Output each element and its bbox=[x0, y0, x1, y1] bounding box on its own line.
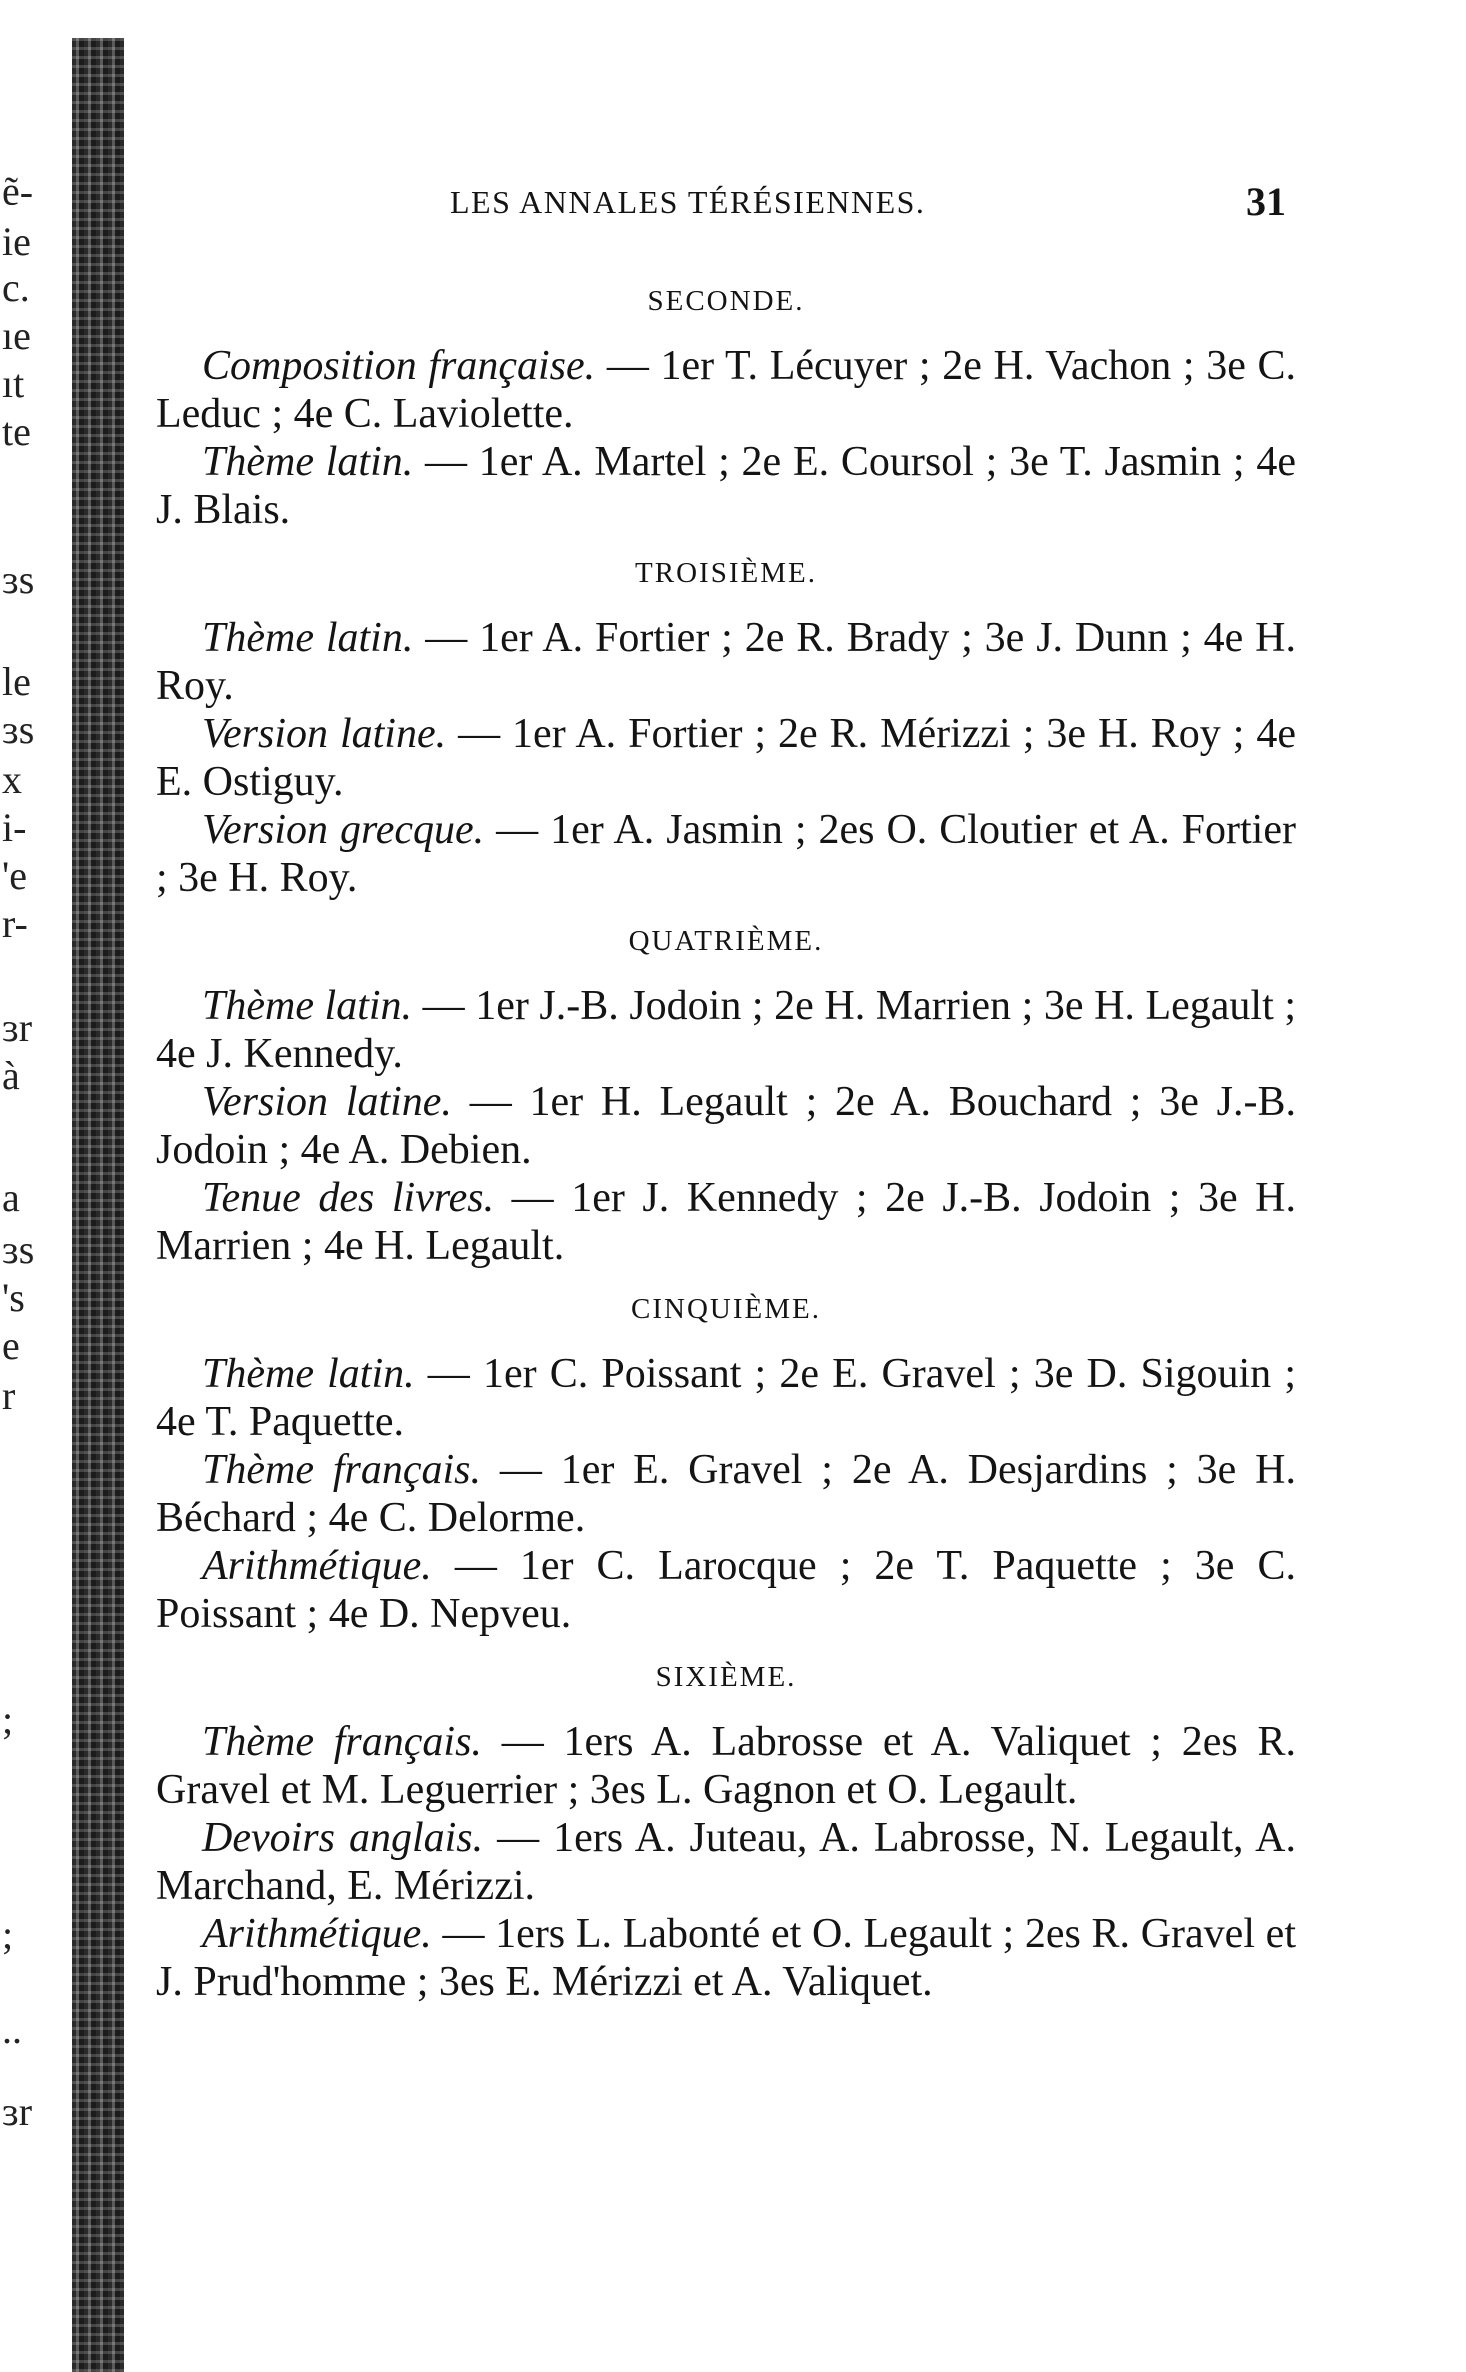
prize-entry bbox=[156, 1174, 1296, 1270]
prize-winners: — 1ers L. Labonté et O. Legault ; 2es R. Gravel et J. Prud'homme ; 3es E. Mérizzi et A. Valiquet. bbox=[156, 1911, 1296, 2005]
subject-label: Thème latin. bbox=[202, 439, 414, 485]
edge-fragment: à bbox=[2, 1053, 20, 1098]
edge-fragment: i- bbox=[2, 805, 27, 850]
edge-fragment: x bbox=[2, 757, 22, 802]
prize-winners: — 1er J. Kennedy ; 2e J.-B. Jodoin ; 3e H. Marrien ; 4e H. Legault. bbox=[156, 1175, 1296, 1269]
edge-fragment: ɜs bbox=[2, 557, 35, 602]
edge-fragment: ; bbox=[2, 1912, 14, 1957]
subject-label: Version grecque. bbox=[202, 807, 485, 853]
subject-label: Devoirs anglais. bbox=[202, 1815, 484, 1861]
subject-label: Tenue des livres. bbox=[202, 1175, 495, 1221]
edge-fragment: ıe bbox=[2, 313, 31, 358]
edge-fragment: ɜr bbox=[2, 1005, 33, 1050]
prize-entry bbox=[156, 342, 1296, 438]
subject-label: Arithmétique. bbox=[202, 1911, 432, 1957]
prize-winners: — 1er A. Fortier ; 2e R. Brady ; 3e J. Dunn ; 4e H. Roy. bbox=[156, 615, 1297, 709]
edge-fragment: a bbox=[2, 1175, 20, 1220]
prize-entry bbox=[156, 1446, 1296, 1542]
prize-winners: — 1er A. Martel ; 2e E. Coursol ; 3e T. Jasmin ; 4e J. Blais. bbox=[156, 439, 1296, 533]
edge-fragment: le bbox=[2, 659, 31, 704]
edge-fragment: r bbox=[2, 1373, 16, 1418]
prize-entry bbox=[156, 710, 1296, 806]
edge-fragment: 's bbox=[2, 1275, 25, 1320]
subject-label: Thème français. bbox=[202, 1719, 482, 1765]
subject-label: Thème latin. bbox=[202, 615, 414, 661]
page-header bbox=[450, 178, 1300, 230]
edge-fragment: ɜs bbox=[2, 707, 35, 752]
subject-label: Version latine. bbox=[202, 711, 447, 757]
prize-winners: — 1er A. Jasmin ; 2es O. Cloutier et A. Fortier ; 3e H. Roy. bbox=[156, 807, 1296, 901]
prize-winners: — 1er C. Larocque ; 2e T. Paquette ; 3e C. Poissant ; 4e D. Nepveu. bbox=[156, 1543, 1296, 1637]
edge-fragment: ie bbox=[2, 219, 31, 264]
section-heading: CINQUIÈME. bbox=[631, 1293, 821, 1325]
prize-entry bbox=[156, 1718, 1296, 1814]
edge-fragment: ıt bbox=[2, 361, 25, 406]
running-title: LES ANNALES TÉRÉSIENNES. bbox=[450, 184, 926, 220]
edge-fragment: ɜr bbox=[2, 2089, 33, 2134]
prize-entry bbox=[156, 1078, 1296, 1174]
edge-fragment: te bbox=[2, 409, 31, 454]
adjacent-page-edge bbox=[0, 0, 62, 2372]
subject-label: Composition française. bbox=[202, 343, 596, 389]
subject-label: Version latine. bbox=[202, 1079, 452, 1125]
prize-winners: — 1ers A. Juteau, A. Labrosse, N. Legault, A. Marchand, E. Mérizzi. bbox=[156, 1815, 1296, 1909]
subject-label: Thème français. bbox=[202, 1447, 481, 1493]
edge-fragment: ẽ- bbox=[2, 169, 34, 214]
prize-list bbox=[156, 262, 1296, 2006]
page-number: 31 bbox=[1246, 179, 1286, 224]
prize-winners: — 1er C. Poissant ; 2e E. Gravel ; 3e D. Sigouin ; 4e T. Paquette. bbox=[156, 1351, 1296, 1445]
prize-winners: — 1er T. Lécuyer ; 2e H. Vachon ; 3e C. Leduc ; 4e C. Laviolette. bbox=[156, 343, 1297, 437]
prize-entry bbox=[156, 438, 1296, 534]
section-heading: QUATRIÈME. bbox=[628, 925, 824, 957]
edge-fragment: ɜs bbox=[2, 1227, 35, 1272]
edge-fragment: ; bbox=[2, 1697, 14, 1742]
prize-winners: — 1ers A. Labrosse et A. Valiquet ; 2es R. Gravel et M. Leguerrier ; 3es L. Gagnon et O. Legault. bbox=[156, 1719, 1296, 1813]
edge-fragment: c. bbox=[2, 265, 30, 310]
prize-winners: — 1er H. Legault ; 2e A. Bouchard ; 3e J.-B. Jodoin ; 4e A. Debien. bbox=[156, 1079, 1297, 1173]
subject-label: Thème latin. bbox=[202, 983, 413, 1029]
book-gutter-shadow bbox=[72, 38, 124, 2372]
prize-entry bbox=[156, 1542, 1296, 1638]
prize-winners: — 1er E. Gravel ; 2e A. Desjardins ; 3e H. Béchard ; 4e C. Delorme. bbox=[156, 1447, 1296, 1541]
section-heading: TROISIÈME. bbox=[635, 557, 817, 589]
subject-label: Thème latin. bbox=[202, 1351, 415, 1397]
subject-label: Arithmétique. bbox=[202, 1543, 432, 1589]
prize-entry bbox=[156, 614, 1296, 710]
prize-entry bbox=[156, 806, 1296, 902]
prize-winners: — 1er A. Fortier ; 2e R. Mérizzi ; 3e H. Roy ; 4e E. Ostiguy. bbox=[156, 711, 1296, 805]
section-heading: SECONDE. bbox=[647, 285, 805, 317]
edge-fragment: 'e bbox=[2, 853, 27, 898]
prize-entry bbox=[156, 1814, 1296, 1910]
edge-fragment: .. bbox=[2, 2007, 22, 2052]
edge-fragment: r- bbox=[2, 901, 28, 946]
prize-winners: — 1er J.-B. Jodoin ; 2e H. Marrien ; 3e H. Legault ; 4e J. Kennedy. bbox=[156, 983, 1297, 1077]
prize-entry bbox=[156, 982, 1296, 1078]
prize-entry bbox=[156, 1350, 1296, 1446]
prize-entry bbox=[156, 1910, 1296, 2006]
section-heading: SIXIÈME. bbox=[655, 1661, 797, 1693]
edge-fragment: e bbox=[2, 1323, 20, 1368]
